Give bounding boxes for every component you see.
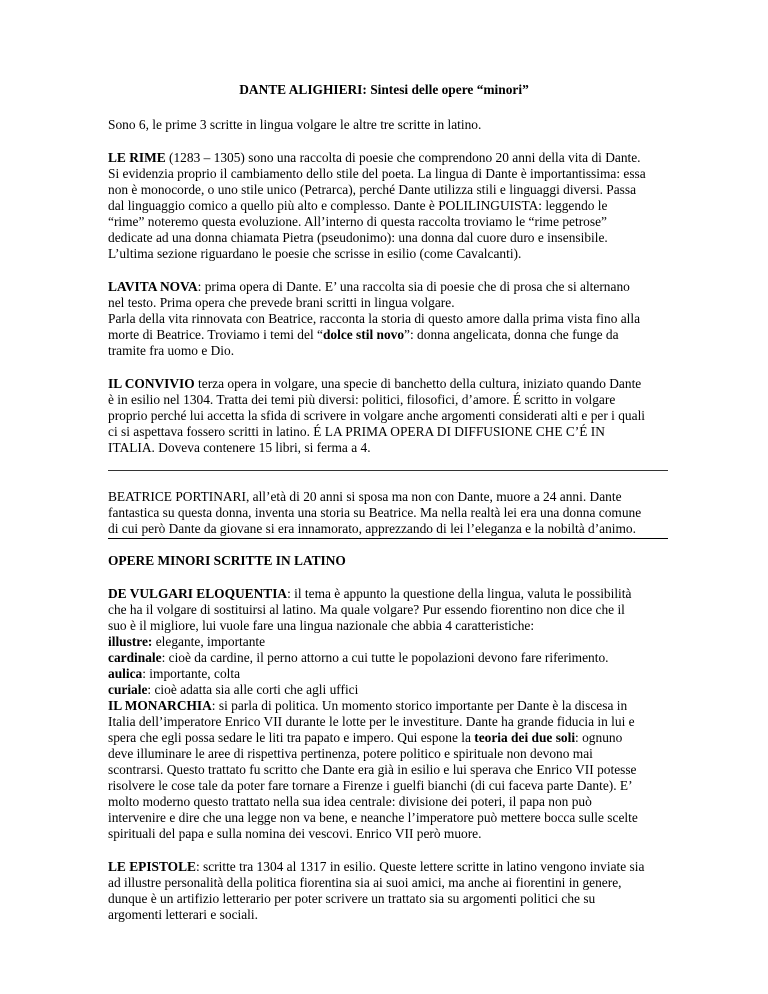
vita-nova-paragraph: LAVITA NOVA: prima opera di Dante. E’ una raccolta sia di poesie che di prosa che si alternano nel testo. Prima opera che prevede brani scritti in lingua volgare. Parla della vita rinnovata con Beatrice, racconta la storia di questo amore dalla prima vista fino alla morte di Beatrice. Troviamo i temi del “dolce stil novo”: donna angelicata, donna che funge da tramite fra uomo e Dio.: [108, 279, 641, 358]
epistole-paragraph: LE EPISTOLE: scritte tra 1304 al 1317 in esilio. Queste lettere scritte in latino vengono inviate sia ad illustre personalità della politica fiorentina sia ai suoi amici, ma anche ai fiorentini in genere, dunque è un artifizio letterario per poter scrivere un trattato sia su argomenti politici che su argomenti letterari e sociali.: [108, 859, 645, 922]
characteristic-cardinale: cardinale: cioè da cardine, il perno attorno a cui tutte le popolazioni devono fare riferimento.: [108, 650, 609, 665]
section-divider: [108, 470, 668, 471]
convivio-paragraph: IL CONVIVIO terza opera in volgare, una specie di banchetto della cultura, iniziato quando Dante è in esilio nel 1304. Tratta dei temi più diversi: politici, filosofici, d’amore. É scritto in volgare proprio perché lui accetta la sfida di scrivere in volgare anche argomenti considerati alti e per i quali ci si aspettava fossero scritti in latino. É LA PRIMA OPERA DI DIFFUSIONE CHE C’É IN ITALIA. Doveva contenere 15 libri, si ferma a 4.: [108, 376, 646, 455]
monarchia-heading: IL MONARCHIA: [108, 698, 212, 713]
characteristic-illustre: illustre: elegante, importante: [108, 634, 266, 649]
document-title: DANTE ALIGHIERI: Sintesi delle opere “minori”: [239, 82, 529, 97]
characteristic-curiale: curiale: cioè adatta sia alle corti che agli uffici: [108, 682, 359, 697]
convivio-heading: IL CONVIVIO: [108, 376, 195, 391]
epistole-heading: LE EPISTOLE: [108, 859, 196, 874]
rime-heading: LE RIME: [108, 150, 166, 165]
latino-heading: OPERE MINORI SCRITTE IN LATINO: [108, 553, 346, 568]
teoria-dei-due-soli: teoria dei due soli: [474, 730, 576, 745]
vita-nova-heading: LAVITA NOVA: [108, 279, 198, 294]
dolce-stil-novo: dolce stil novo: [322, 327, 405, 342]
beatrice-underline: [108, 538, 668, 539]
characteristic-aulica: aulica: importante, colta: [108, 666, 241, 681]
vulgari-paragraph: DE VULGARI ELOQUENTIA: il tema è appunto la questione della lingua, valuta le possibilità che ha il volgare di sostituirsi al latino. Ma quale volgare? Pur essendo fiorentino non dice che il suo è il migliore, lui vuole fare una lingua nazionale che abbia 4 caratteristiche: illustre: elegante, importante cardinale: cioè da cardine, il perno attorno a cui tutte le popolazioni devono fare riferimento. aulica: importante, colta curiale: cioè adatta sia alle corti che agli uffici: [108, 586, 668, 698]
intro-paragraph: Sono 6, le prime 3 scritte in lingua volgare le altre tre scritte in latino.: [108, 117, 482, 132]
rime-paragraph: LE RIME (1283 – 1305) sono una raccolta di poesie che comprendono 20 anni della vita di Dante. Si evidenzia proprio il cambiamento dello stile del poeta. La lingua di Dante è importantissima: essa non è monocorde, o uno stile unico (Petrarca), perché Dante utilizza stili e linguaggi diversi. Passa dal linguaggio comico a quello più alto e complesso. Dante è POLILINGUISTA: leggendo le “rime” noteremo questa evoluzione. All’interno di questa raccolta troviamo le “rime petrose” dedicate ad una donna chiamata Pietra (pseudonimo): una donna dal cuore duro e insensibile. L’ultima sezione riguardano le poesie che scrisse in esilio (come Cavalcanti).: [108, 150, 646, 261]
monarchia-paragraph: IL MONARCHIA: si parla di politica. Un momento storico importante per Dante è la discesa in Italia dell’imperatore Enrico VII durante le lotte per le investiture. Dante ha grande fiducia in lui e spera che egli possa sedare le liti tra papato e impero. Qui espone la teoria dei due soli: ognuno deve illuminare le aree di rispettiva pertinenza, potere politico e spirituale non devono mai scontrarsi. Questo trattato fu scritto che Dante era già in esilio e lui sperava che Enrico VII potesse risolvere le cose tale da poter fare tornare a Firenze i guelfi bianchi (di cui faceva parte Dante). E’ molto moderno questo trattato nella sua idea centrale: divisione dei poteri, il papa non può intervenire e dire che una legge non va bene, e neanche l’imperatore può mettere bocca sulle scelte spirituali del papa e sulla nomina dei vescovi. Enrico VII però muore.: [108, 698, 638, 841]
vulgari-heading: DE VULGARI ELOQUENTIA: [108, 586, 288, 601]
beatrice-paragraph: BEATRICE PORTINARI, all’età di 20 anni si sposa ma non con Dante, muore a 24 anni. Dante fantastica su questa donna, inventa una storia su Beatrice. Ma nella realtà lei era una donna comune di cui però Dante da giovane si era innamorato, apprezzando di lei l’eleganza e la nobiltà d’animo.: [108, 489, 642, 536]
